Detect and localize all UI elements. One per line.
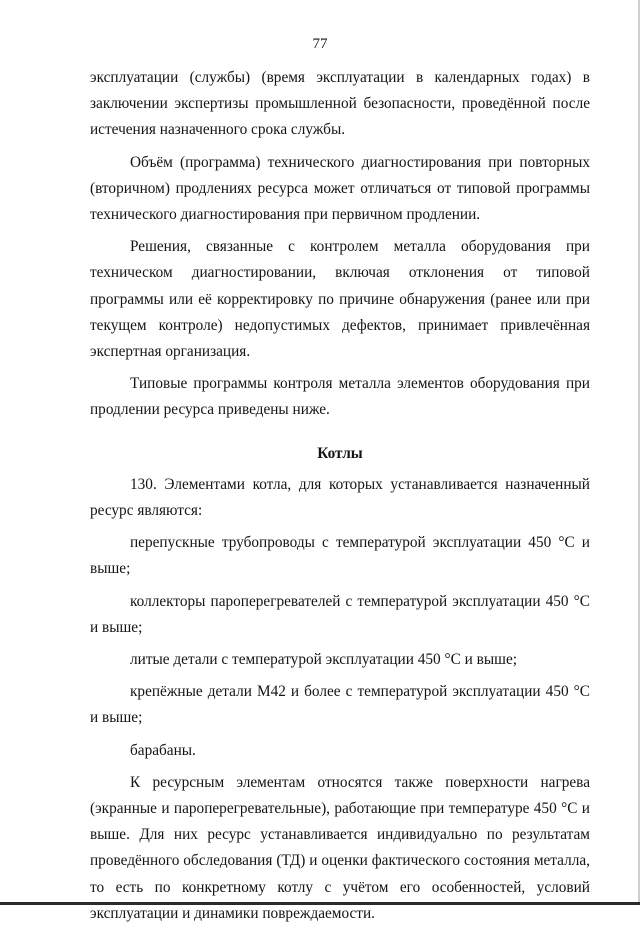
item-130-intro: 130. Элементами котла, для которых устанавливается назначенный ресурс являются:: [90, 475, 590, 520]
paragraph-continuation: эксплуатации (службы) (время эксплуатации в календарных годах) в заключении экспертизы промышленной безопасности, проведённой после истечения назначенного срока службы.: [90, 69, 590, 139]
list-item-drums: барабаны.: [130, 741, 196, 759]
list-item-superheater-collectors: коллекторы пароперегревателей с температурой эксплуатации 450 °С и выше;: [90, 592, 590, 636]
list-item-cast-parts: литые детали с температурой эксплуатации 450 °С и выше;: [130, 651, 517, 669]
list-item-fasteners: крепёжные детали М42 и более с температурой эксплуатации 450 °С и выше;: [90, 683, 590, 727]
page-number: 77: [312, 36, 328, 52]
list-item-bypass-pipelines: перепускные трубопроводы с температурой эксплуатации 450 °С и выше;: [90, 534, 590, 578]
document-body: [90, 65, 590, 927]
paragraph-typical-programs: Типовые программы контроля металла элементов оборудования при продлении ресурса приведены ниже.: [90, 375, 590, 419]
paragraph-metal-control-decisions: Решения, связанные с контролем металла оборудования при техническом диагностировании, включая отклонения от типовой программы или её корректировку по причине обнаружения (ранее или при текущем контроле) недопустимых дефектов, принимает привлечённая экспертная организация.: [90, 238, 590, 361]
item-130-closing-paragraph: К ресурсным элементам относятся также поверхности нагрева (экранные и пароперегревательные), работающие при температуре 450 °С и выше. Для них ресурс устанавливается индивидуально по результатам проведённого обследования (ТД) и оценки фактического состояния металла, то есть по конкретному котлу с учётом его особенностей, условий эксплуатации и динамики повреждаемости.: [90, 773, 590, 922]
paragraph-diagnostics-scope: Объём (программа) технического диагностирования при повторных (вторичном) продлениях ресурса может отличаться от типовой программы технического диагностирования при первичном продлении.: [90, 153, 590, 224]
section-heading-boilers: Котлы: [317, 444, 363, 462]
